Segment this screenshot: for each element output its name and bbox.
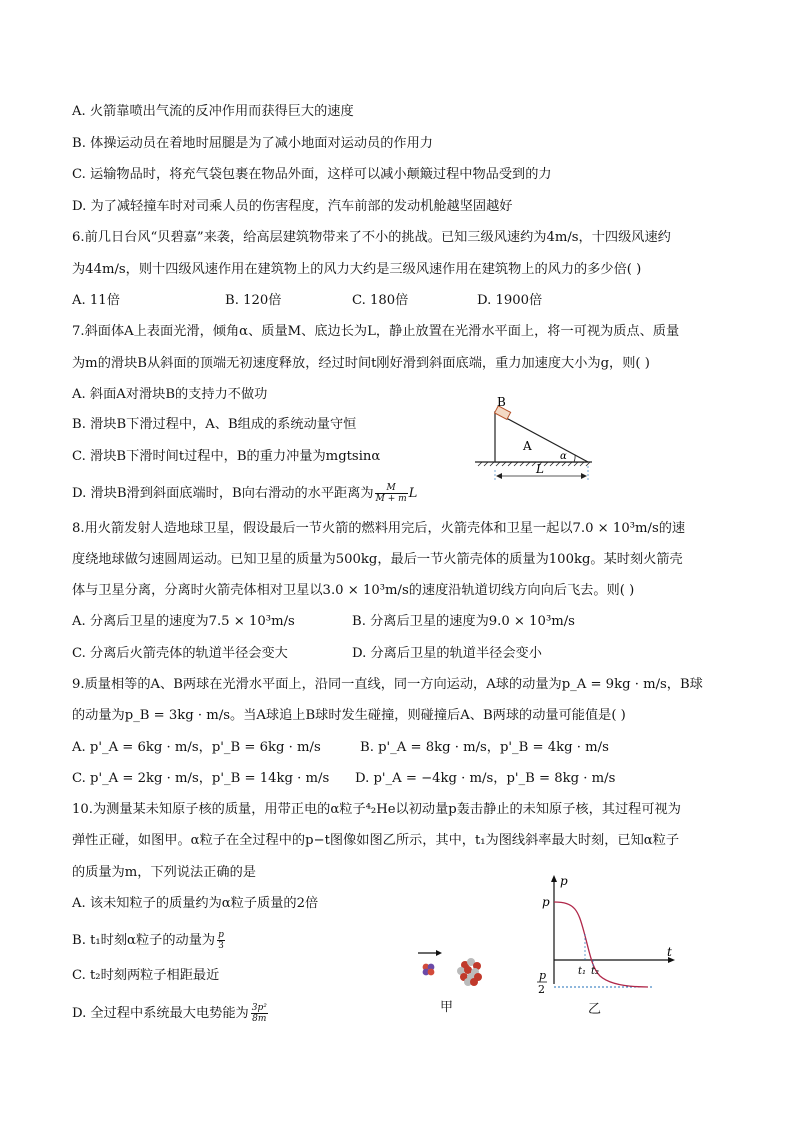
q10-option-a: A. 该未知粒子的质量约为α粒子质量的2倍 xyxy=(72,896,319,911)
q10-option-d-fraction xyxy=(251,1003,268,1024)
q10-b-den: 3 xyxy=(218,941,224,951)
y-axis-label: p xyxy=(560,874,568,888)
q7-frac-tail: L xyxy=(408,486,418,501)
q9-option-d: D. p'_A = −4kg · m/s，p'_B = 8kg · m/s xyxy=(355,771,616,786)
q9-option-b: B. p'_A = 8kg · m/s，p'_B = 4kg · m/s xyxy=(360,740,609,755)
momentum-curve xyxy=(554,902,648,987)
q7-option-d-fraction xyxy=(375,483,408,504)
q5-option-c: C. 运输物品时，将充气袋包裹在物品外面，这样可以减小颠簸过程中物品受到的力 xyxy=(72,167,552,182)
q7-option-c: C. 滑块B下滑时间t过程中，B的重力冲量为mgtsinα xyxy=(72,449,381,464)
q7-option-d-text: D. 滑块B滑到斜面底端时，B向右滑动的水平距离为 xyxy=(72,486,374,501)
t1-label: t₁ xyxy=(578,966,587,977)
q10-option-b-fraction xyxy=(217,930,225,951)
q10-d-den: 8m xyxy=(252,1014,267,1024)
incline-triangle xyxy=(495,412,588,462)
q9-stem-line1: 9.质量相等的A、B两球在光滑水平面上，沿同一直线，同一方向运动，A球的动量为p_A = 9kg · m/s，B球 xyxy=(72,677,703,692)
q8-option-c: C. 分离后火箭壳体的轨道半径会变大 xyxy=(72,646,288,661)
q9-option-c: C. p'_A = 2kg · m/s，p'_B = 14kg · m/s xyxy=(72,771,330,786)
label-l: L xyxy=(536,462,544,476)
q7-stem-line2: 为m的滑块B从斜面的顶端无初速度释放，经过时间t刚好滑到斜面底端，重力加速度大小为g，则( ) xyxy=(72,356,650,371)
label-alpha: α xyxy=(560,451,567,462)
q10-b-num: p xyxy=(218,930,224,940)
q8-stem-line2: 度绕地球做匀速圆周运动。已知卫星的质量为500kg，最后一节火箭壳体的质量为100kg。某时刻火箭壳 xyxy=(72,552,683,567)
fig-yi-label: 乙 xyxy=(588,1002,602,1017)
t2-label: t₂ xyxy=(591,966,600,977)
q8-stem-line1: 8.用火箭发射人造地球卫星，假设最后一节火箭的燃料用完后，火箭壳体和卫星一起以7.0 × 10³m/s的速 xyxy=(72,521,686,536)
label-a: A xyxy=(523,439,532,453)
fig-jia-label: 甲 xyxy=(440,1000,454,1015)
q8-option-a: A. 分离后卫星的速度为7.5 × 10³m/s xyxy=(72,614,295,629)
q6-option-a: A. 11倍 xyxy=(72,293,120,308)
q9-option-a: A. p'_A = 6kg · m/s，p'_B = 6kg · m/s xyxy=(72,740,321,755)
q10-stem-line1: 10.为测量某未知原子核的质量，用带正电的α粒子⁴₂He以初动量p轰击静止的未知原子核，其过程可视为 xyxy=(72,802,681,817)
q10-option-b-text: B. t₁时刻α粒子的动量为 xyxy=(72,933,216,948)
q10-stem-line3: 的质量为m，下列说法正确的是 xyxy=(72,865,256,880)
q10-option-d xyxy=(72,1003,268,1024)
q10-option-b xyxy=(72,930,225,951)
q8-option-b: B. 分离后卫星的速度为9.0 × 10³m/s xyxy=(352,614,575,629)
q6-stem-line1: 6.前几日台风“贝碧嘉”来袭，给高层建筑物带来了不小的挑战。已知三级风速约为4m/s，十四级风速约 xyxy=(72,230,671,245)
asymptote-num: p xyxy=(539,969,547,982)
q6-option-d: D. 1900倍 xyxy=(477,293,543,308)
q8-stem-line3: 体与卫星分离，分离时火箭壳体相对卫星以3.0 × 10³m/s的速度沿轨道切线方向向后飞去。则( ) xyxy=(72,583,635,598)
q7-frac-den: M + m xyxy=(375,494,407,504)
q7-stem-line1: 7.斜面体A上表面光滑，倾角α、质量M、底边长为L，静止放置在光滑水平面上，将一可视为质点、质量 xyxy=(72,324,680,339)
label-b: B xyxy=(497,395,506,409)
incline-figure xyxy=(470,392,600,484)
q9-stem-line2: 的动量为p_B = 3kg · m/s。当A球追上B球时发生碰撞，则碰撞后A、B两球的动量可能值是( ) xyxy=(72,708,626,723)
x-axis-label: t xyxy=(667,945,672,959)
q8-option-d: D. 分离后卫星的轨道半径会变小 xyxy=(352,646,542,661)
alpha-particle-icon xyxy=(423,964,435,976)
q6-option-c: C. 180倍 xyxy=(352,293,409,308)
q10-d-num: 3p² xyxy=(251,1003,267,1013)
q7-option-b: B. 滑块B下滑过程中，A、B组成的系统动量守恒 xyxy=(72,417,357,432)
q7-option-a: A. 斜面A对滑块B的支持力不做功 xyxy=(72,387,268,402)
asymptote-den: 2 xyxy=(538,983,545,996)
q6-stem-line2: 为44m/s，则十四级风速作用在建筑物上的风力大约是三级风速作用在建筑物上的风力的多少倍( ) xyxy=(72,262,642,277)
q10-stem-line2: 弹性正碰，如图甲。α粒子在全过程中的p−t图像如图乙所示，其中，t₁为图线斜率最大时刻，已知α粒子 xyxy=(72,833,680,848)
q5-option-b: B. 体操运动员在着地时屈腿是为了减小地面对运动员的作用力 xyxy=(72,136,433,151)
q6-option-b: B. 120倍 xyxy=(225,293,282,308)
q7-option-d xyxy=(72,483,417,504)
q5-option-d: D. 为了减轻撞车时对司乘人员的伤害程度，汽车前部的发动机舱越坚固越好 xyxy=(72,199,513,214)
q10-option-d-text: D. 全过程中系统最大电势能为 xyxy=(72,1006,249,1021)
q5-option-a: A. 火箭靠喷出气流的反冲作用而获得巨大的速度 xyxy=(72,104,354,119)
q10-option-c: C. t₂时刻两粒子相距最近 xyxy=(72,968,220,983)
pt-graph xyxy=(530,872,680,1000)
nucleus-icon xyxy=(457,958,482,986)
q7-frac-num: M xyxy=(375,483,408,494)
p-start-label: p xyxy=(542,895,550,909)
